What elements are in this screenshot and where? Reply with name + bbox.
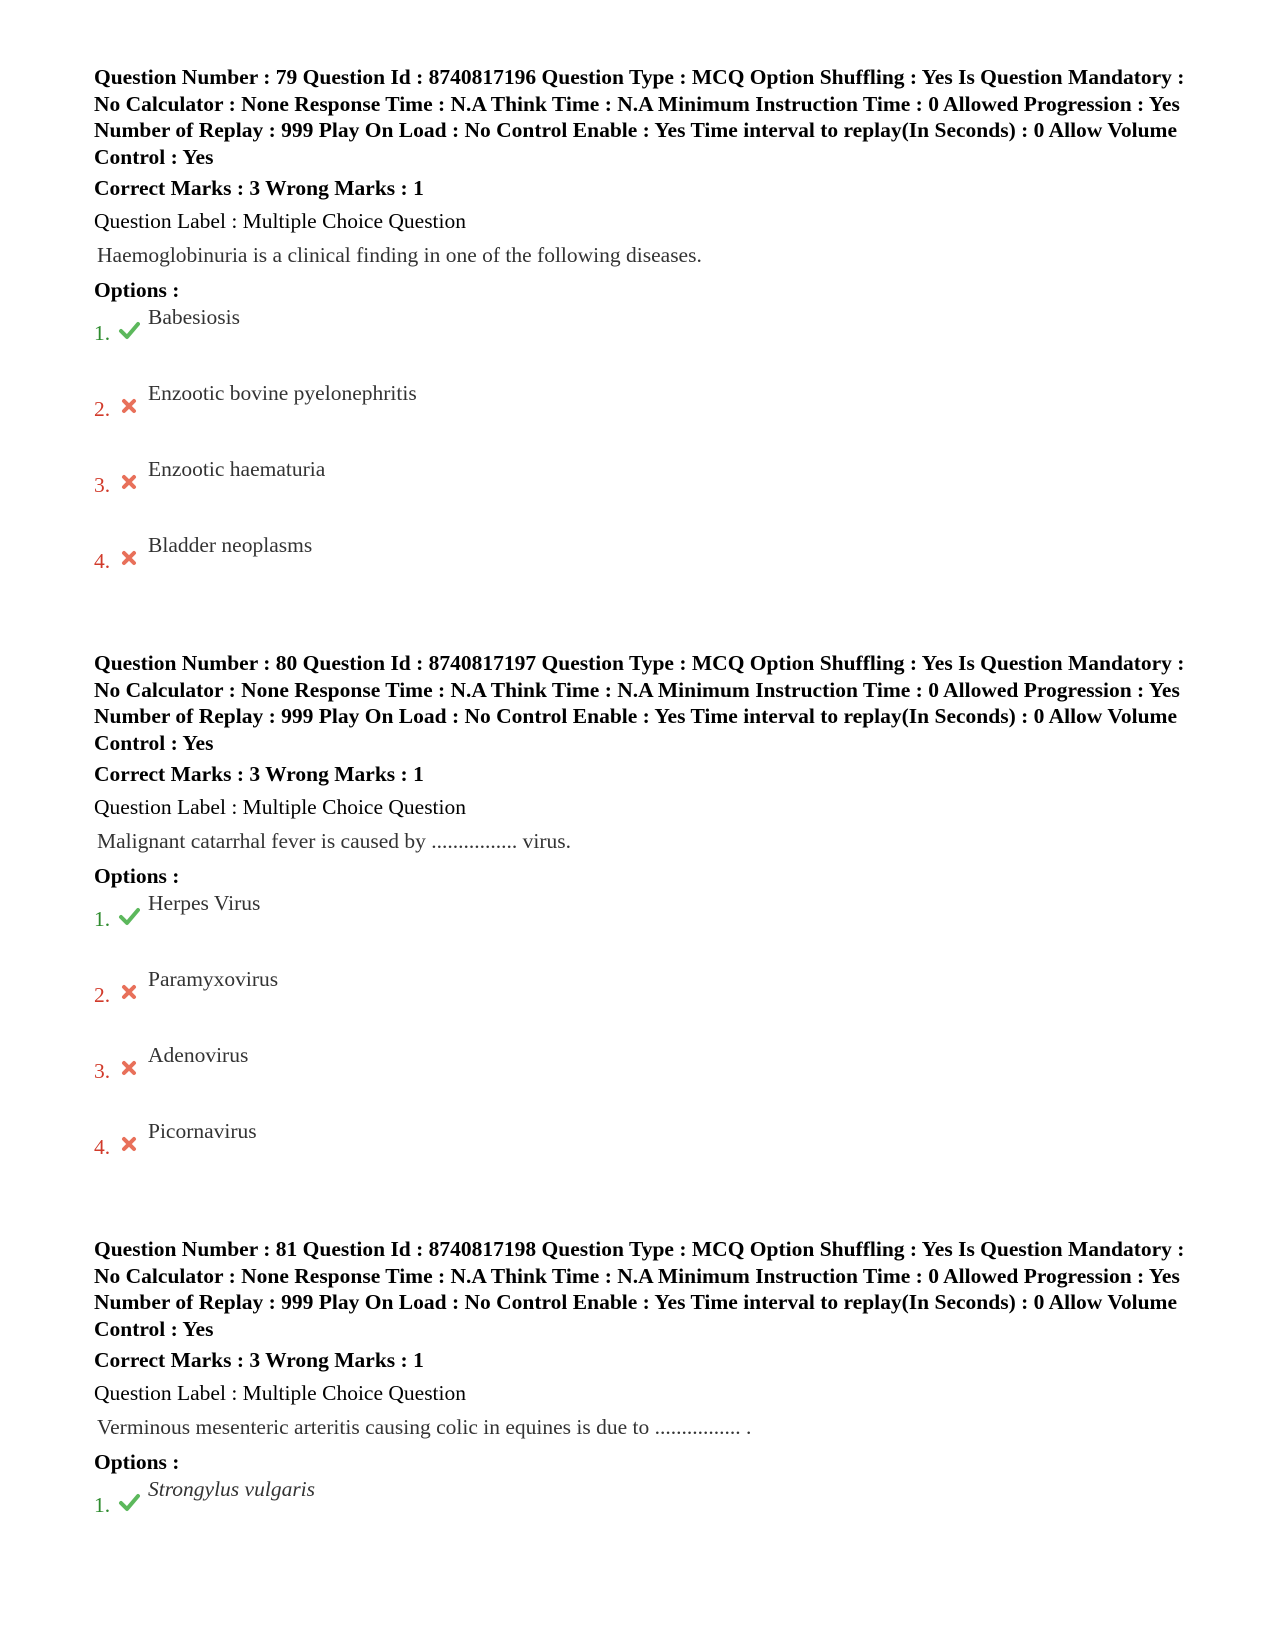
- option-text: Enzootic bovine pyelonephritis: [148, 381, 417, 405]
- option-number: 2.: [94, 397, 111, 421]
- option-number: 1.: [94, 1493, 111, 1517]
- option-3: [94, 1041, 1189, 1117]
- option-number: 3.: [94, 473, 111, 497]
- question-stem: Verminous mesenteric arteritis causing colic in equines is due to ................ .: [97, 1415, 752, 1439]
- check-icon: [118, 319, 140, 341]
- question-stem: Malignant catarrhal fever is caused by ................ virus.: [97, 829, 572, 853]
- options-heading: Options :: [94, 1450, 180, 1474]
- question-block-80: [94, 650, 1189, 1193]
- option-1: [94, 1475, 1189, 1551]
- check-icon: [118, 905, 140, 927]
- option-text: Paramyxovirus: [148, 967, 279, 991]
- option-text: Strongylus vulgaris: [148, 1477, 316, 1501]
- options-heading: Options :: [94, 864, 180, 888]
- cross-icon: [118, 547, 140, 569]
- option-number: 1.: [94, 907, 111, 931]
- option-3: [94, 455, 1189, 531]
- question-label: Question Label : Multiple Choice Question: [94, 795, 467, 819]
- option-text: Bladder neoplasms: [148, 533, 313, 557]
- question-marks: Correct Marks : 3 Wrong Marks : 1: [94, 1348, 424, 1372]
- option-text: Picornavirus: [148, 1119, 257, 1143]
- question-stem: Haemoglobinuria is a clinical finding in one of the following diseases.: [97, 243, 702, 267]
- question-marks: Correct Marks : 3 Wrong Marks : 1: [94, 176, 424, 200]
- question-label: Question Label : Multiple Choice Question: [94, 1381, 467, 1405]
- option-1: [94, 889, 1189, 965]
- option-number: 2.: [94, 983, 111, 1007]
- cross-icon: [118, 981, 140, 1003]
- question-block-79: [94, 64, 1189, 607]
- option-text: Adenovirus: [148, 1043, 249, 1067]
- cross-icon: [118, 1133, 140, 1155]
- option-4: [94, 1117, 1189, 1193]
- question-meta: Question Number : 79 Question Id : 8740817196 Question Type : MCQ Option Shuffling : Yes Is Question Mandatory : No Calculator : None Response Time : N.A Think Time : N.A Minimum Instruction Time : 0 Allowed Progression : Yes Number of Replay : 999 Play On Load : No Control Enable : Yes Time interval to replay(In Seconds) : 0 Allow Volume Control : Yes: [94, 65, 1185, 169]
- question-label: Question Label : Multiple Choice Question: [94, 209, 467, 233]
- option-number: 3.: [94, 1059, 111, 1083]
- option-4: [94, 531, 1189, 607]
- option-text: Herpes Virus: [148, 891, 261, 915]
- question-meta: Question Number : 81 Question Id : 8740817198 Question Type : MCQ Option Shuffling : Yes Is Question Mandatory : No Calculator : None Response Time : N.A Think Time : N.A Minimum Instruction Time : 0 Allowed Progression : Yes Number of Replay : 999 Play On Load : No Control Enable : Yes Time interval to replay(In Seconds) : 0 Allow Volume Control : Yes: [94, 1237, 1185, 1341]
- question-marks: Correct Marks : 3 Wrong Marks : 1: [94, 762, 424, 786]
- cross-icon: [118, 395, 140, 417]
- cross-icon: [118, 471, 140, 493]
- cross-icon: [118, 1057, 140, 1079]
- option-text: Enzootic haematuria: [148, 457, 326, 481]
- option-number: 4.: [94, 1135, 111, 1159]
- option-2: [94, 379, 1189, 455]
- option-1: [94, 303, 1189, 379]
- options-heading: Options :: [94, 278, 180, 302]
- option-2: [94, 965, 1189, 1041]
- question-block-81: [94, 1236, 1189, 1551]
- option-text: Babesiosis: [148, 305, 240, 329]
- option-number: 4.: [94, 549, 111, 573]
- option-number: 1.: [94, 321, 111, 345]
- question-meta: Question Number : 80 Question Id : 8740817197 Question Type : MCQ Option Shuffling : Yes Is Question Mandatory : No Calculator : None Response Time : N.A Think Time : N.A Minimum Instruction Time : 0 Allowed Progression : Yes Number of Replay : 999 Play On Load : No Control Enable : Yes Time interval to replay(In Seconds) : 0 Allow Volume Control : Yes: [94, 651, 1185, 755]
- check-icon: [118, 1491, 140, 1513]
